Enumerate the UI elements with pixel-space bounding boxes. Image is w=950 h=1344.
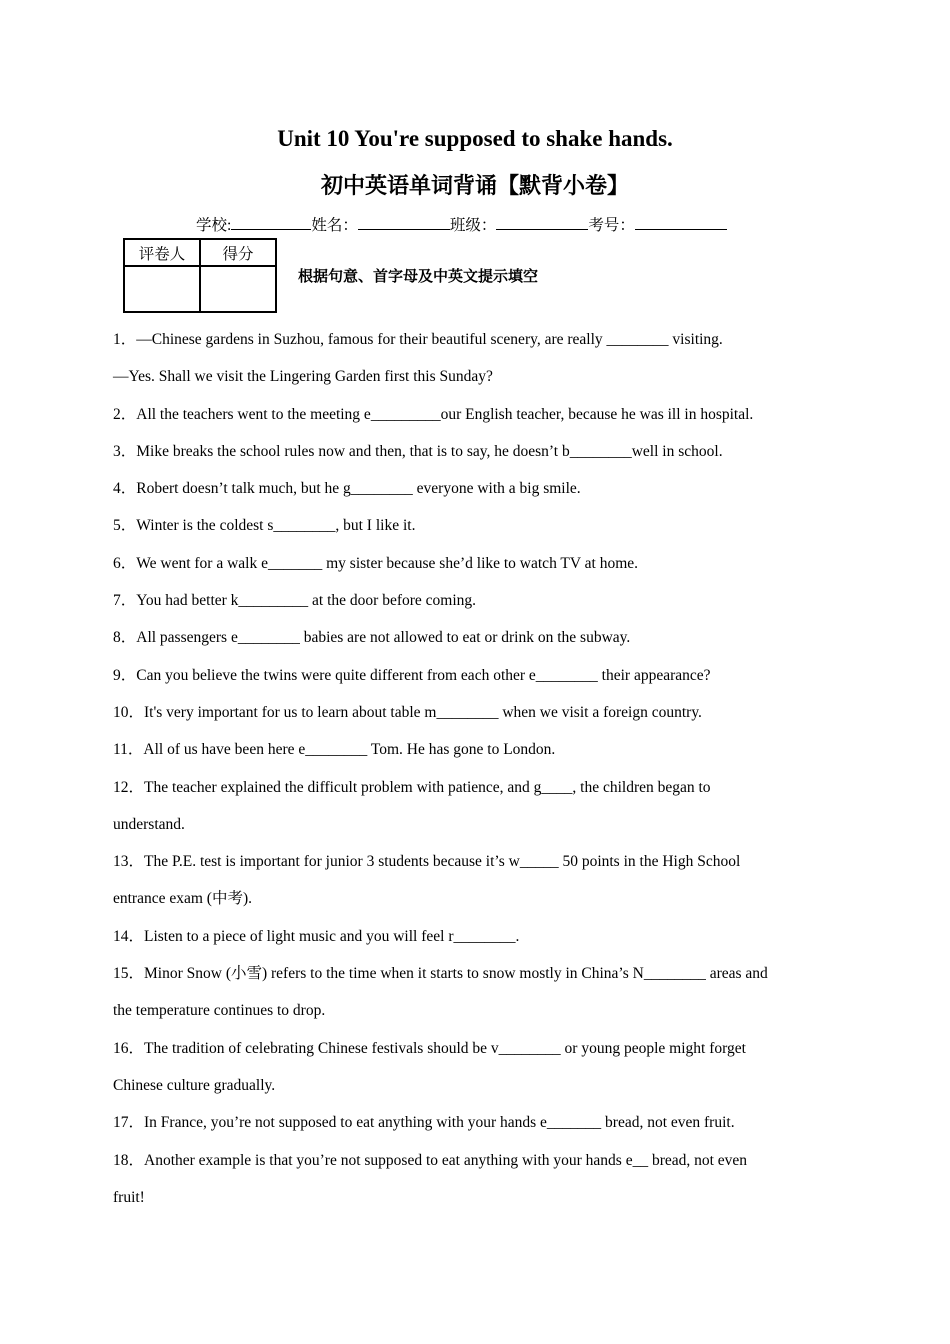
class-label: 班级：	[449, 217, 497, 234]
question-line: 15．Minor Snow (小雪) refers to the time when it starts to snow mostly in China’s N________ areas and	[113, 965, 768, 983]
grader-cell[interactable]	[124, 266, 200, 312]
id-blank[interactable]	[635, 214, 727, 230]
question-line: 12．The teacher explained the difficult problem with patience, and g____, the children began to	[113, 778, 711, 796]
question-line: 16．The tradition of celebrating Chinese festivals should be v________ or young people might forget	[113, 1039, 746, 1057]
score-header: 得分	[200, 239, 276, 266]
grader-table	[123, 238, 277, 313]
school-blank[interactable]	[231, 214, 311, 230]
school-label: 学校:	[196, 217, 232, 234]
class-blank[interactable]	[496, 214, 588, 230]
question-line: 14．Listen to a piece of light music and you will feel r________.	[113, 927, 520, 945]
question-line: 18．Another example is that you’re not supposed to eat anything with your hands e__ bread, not even	[113, 1151, 748, 1169]
question-line: fruit!	[113, 1188, 145, 1206]
question-line: understand.	[113, 815, 185, 833]
student-info-line	[196, 214, 727, 237]
question-line: 6．We went for a walk e_______ my sister because she’d like to watch TV at home.	[113, 554, 639, 572]
question-line: 8．All passengers e________ babies are not allowed to eat or drink on the subway.	[113, 629, 631, 647]
question-line: 7．You had better k_________ at the door before coming.	[113, 592, 477, 610]
score-cell[interactable]	[200, 266, 276, 312]
document-subtitle: 初中英语单词背诵【默背小卷】	[320, 174, 629, 199]
question-line: the temperature continues to drop.	[113, 1002, 326, 1020]
name-label: 姓名：	[311, 217, 358, 234]
question-line: 5．Winter is the coldest s________, but I like it.	[113, 517, 416, 535]
question-line: 1．—Chinese gardens in Suzhou, famous for their beautiful scenery, are really ________ visiting.	[113, 331, 723, 348]
question-line: entrance exam (中考).	[113, 890, 253, 908]
question-line: 17．In France, you’re not supposed to eat anything with your hands e_______ bread, not even fruit.	[113, 1114, 735, 1132]
id-label: 考号：	[588, 217, 635, 234]
question-line: Chinese culture gradually.	[113, 1076, 276, 1094]
question-line: 11．All of us have been here e________ Tom. He has gone to London.	[113, 741, 556, 759]
question-line: 10．It's very important for us to learn about table m________ when we visit a foreign country.	[113, 703, 702, 721]
document-title: Unit 10 You're supposed to shake hands.	[277, 126, 673, 151]
question-line: 13．The P.E. test is important for junior 3 students because it’s w_____ 50 points in the High School	[113, 853, 741, 871]
question-line: 3．Mike breaks the school rules now and then, that is to say, he doesn’t b________well in school.	[113, 442, 723, 460]
question-list	[113, 321, 838, 1216]
question-line: —Yes. Shall we visit the Lingering Garden first this Sunday?	[113, 368, 493, 386]
section-instruction: 根据句意、首字母及中英文提示填空	[298, 267, 539, 285]
name-blank[interactable]	[358, 214, 450, 230]
question-line: 4．Robert doesn’t talk much, but he g________ everyone with a big smile.	[113, 480, 581, 498]
grader-header: 评卷人	[124, 239, 200, 266]
question-line: 2．All the teachers went to the meeting e_________our English teacher, because he was ill in hospital.	[113, 405, 754, 423]
question-line: 9．Can you believe the twins were quite different from each other e________ their appearance?	[113, 666, 711, 684]
